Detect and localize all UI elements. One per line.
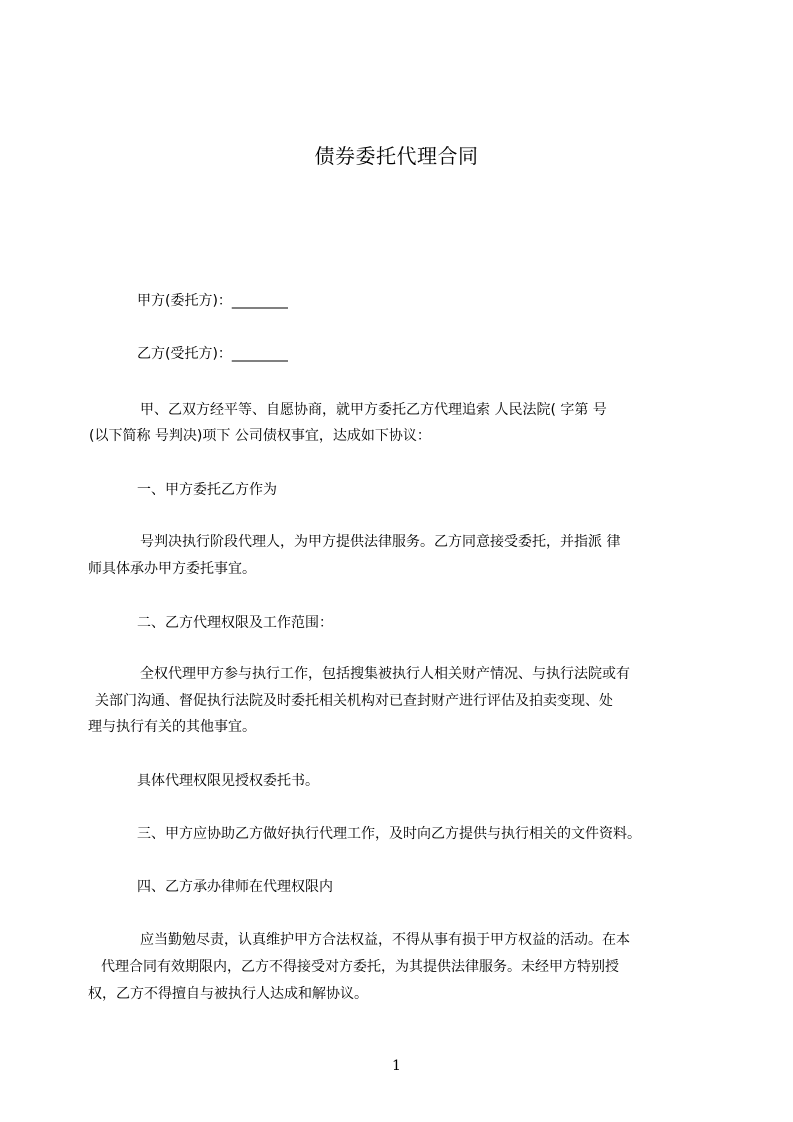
party-a-line: 甲方(委托方)：________ bbox=[137, 293, 288, 309]
clause-1-line-2: 师具体承办甲方委托事宜。 bbox=[88, 561, 256, 577]
clause-4-heading: 四、乙方承办律师在代理权限内 bbox=[137, 879, 333, 895]
page-number: 1 bbox=[392, 1058, 401, 1074]
clause-2-line-2: 关部门沟通、督促执行法院及时委托相关机构对已查封财产进行评估及拍卖变现、处 bbox=[95, 693, 613, 709]
intro-line-1: 甲、乙双方经平等、自愿协商，就甲方委托乙方代理追索 人民法院( 字第 号 bbox=[140, 402, 607, 418]
party-b-line: 乙方(受托方)：________ bbox=[137, 346, 288, 362]
clause-2-line-3: 理与执行有关的其他事宜。 bbox=[88, 719, 256, 735]
clause-1-line-1: 号判决执行阶段代理人，为甲方提供法律服务。乙方同意接受委托，并指派 律 bbox=[140, 534, 621, 550]
clause-2-note: 具体代理权限见授权委托书。 bbox=[137, 773, 319, 789]
clause-2-line-1: 全权代理甲方参与执行工作，包括搜集被执行人相关财产情况、与执行法院或有 bbox=[140, 666, 630, 682]
clause-2-heading: 二、乙方代理权限及工作范围： bbox=[137, 615, 333, 631]
intro-line-2: (以下简称 号判决)项下 公司债权事宜，达成如下协议： bbox=[89, 428, 431, 444]
clause-4-line-3: 权，乙方不得擅自与被执行人达成和解协议。 bbox=[88, 986, 368, 1002]
clause-3: 三、甲方应协助乙方做好执行代理工作，及时向乙方提供与执行相关的文件资料。 bbox=[137, 826, 641, 842]
clause-1-heading: 一、甲方委托乙方作为 bbox=[137, 482, 277, 498]
document-title: 债券委托代理合同 bbox=[314, 144, 479, 168]
clause-4-line-1: 应当勤勉尽责，认真维护甲方合法权益，不得从事有损于甲方权益的活动。在本 bbox=[140, 932, 630, 948]
clause-4-line-2: 代理合同有效期限内，乙方不得接受对方委托，为其提供法律服务。未经甲方特别授 bbox=[101, 959, 619, 975]
